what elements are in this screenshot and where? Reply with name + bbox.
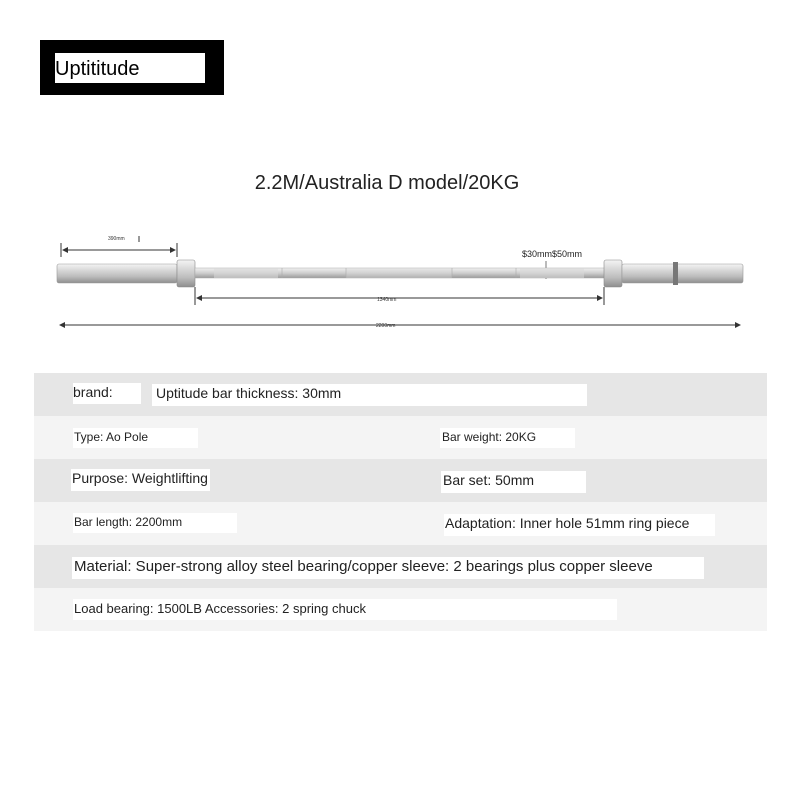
left-sleeve [57,264,177,283]
spec-row-type [34,416,767,459]
brand-logo-text: Uptititude [55,58,140,80]
spec-row-load [34,588,767,631]
spec-row-brand [34,373,767,416]
label-sleeve-length: 390mm [108,236,125,242]
spec-weight: Bar weight: 20KG [440,428,575,448]
label-diameters: $30mm$50mm [522,249,583,259]
brand-logo [40,40,224,95]
spec-row-length [34,502,767,545]
knurl-left [214,268,278,278]
spec-table [34,373,767,631]
label-inner-length: 1340mm [377,297,397,303]
barbell-diagram [0,225,800,345]
brand-logo-text-box [55,53,205,83]
spec-type: Type: Ao Pole [73,428,198,448]
product-title: 2.2M/Australia D model/20KG [254,172,520,194]
spec-purpose: Purpose: Weightlifting [71,469,210,491]
right-sleeve [622,264,743,283]
brand-value: Uptitude bar thickness: 30mm [152,384,587,406]
spec-row-material [34,545,767,588]
knurl-center [346,268,452,278]
barbell [57,260,743,287]
dimension-inner-length [195,287,604,305]
label-total-length: 2200mm [376,323,396,329]
left-collar [177,260,195,287]
spec-bar-set: Bar set: 50mm [441,471,586,493]
brand-label: brand: [73,383,141,404]
spec-material: Material: Super-strong alloy steel bearing/copper sleeve: 2 bearings plus copper sleeve [72,557,704,579]
knurl-right [520,268,584,278]
spec-row-purpose [34,459,767,502]
spec-length: Bar length: 2200mm [73,513,237,533]
sleeve-ring [673,262,678,285]
spec-load: Load bearing: 1500LB Accessories: 2 spring chuck [73,599,617,620]
right-collar [604,260,622,287]
spec-adaptation: Adaptation: Inner hole 51mm ring piece [444,514,715,536]
dimension-sleeve-length [61,236,177,257]
dimension-total-length [60,323,740,329]
